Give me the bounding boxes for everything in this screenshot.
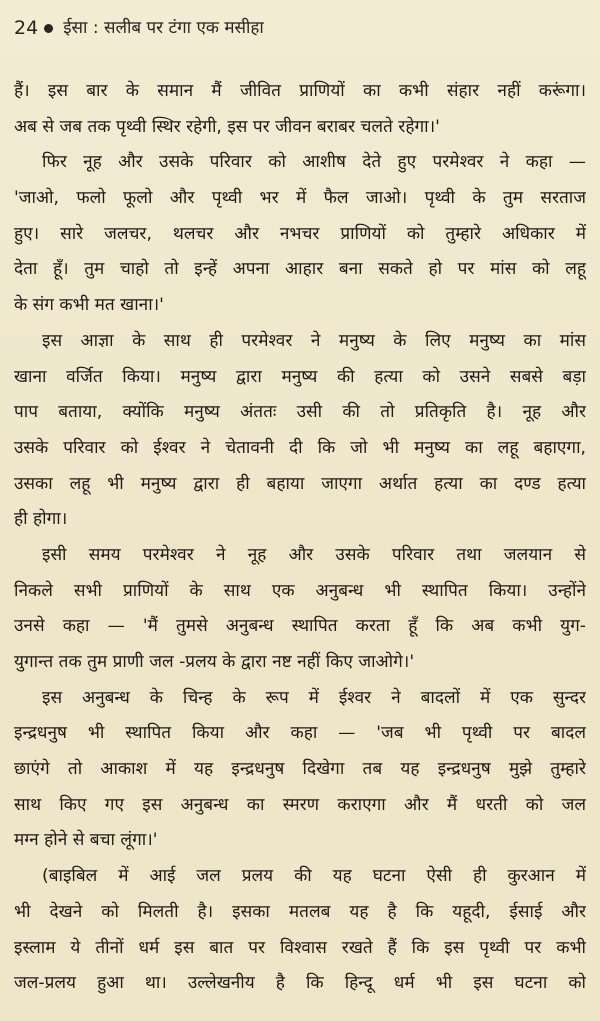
- text-line: अब से जब तक पृथ्वी स्थिर रहेगी, इस पर जीवन बराबर चलते रहेगा।': [14, 116, 440, 137]
- text-line: जल-प्रलय हुआ था। उल्लेखनीय है कि हिन्दू धर्म भी इस घटना को: [14, 973, 586, 994]
- text-line: इस्लाम ये तीनों धर्म इस बात पर विश्वास रखते हैं कि इस पृथ्वी पर कभी: [14, 937, 586, 958]
- text-line: 'जाओ, फलो फूलो और पृथ्वी भर में फैल जाओ। पृथ्वी के तुम सरताज: [14, 188, 586, 209]
- text-line: उसका लहू भी मनुष्य द्वारा ही बहाया जाएगा अर्थात हत्या का दण्ड हत्या: [14, 473, 586, 494]
- text-line: युगान्त तक तुम प्राणी जल -प्रलय के द्वारा नष्ट नहीं किए जाओगे।': [14, 652, 415, 672]
- text-line: ही होगा।: [14, 509, 68, 530]
- text-line: इन्द्रधनुष भी स्थापित किया और कहा — 'जब भी पृथ्वी पर बादल: [14, 723, 586, 744]
- text-line: मग्न होने से बचा लूंगा।': [14, 830, 158, 851]
- text-line: इस आज्ञा के साथ ही परमेश्वर ने मनुष्य के लिए मनुष्य का मांस: [42, 330, 586, 351]
- text-line: इसी समय परमेश्वर ने नूह और उसके परिवार तथा जलयान से: [42, 544, 586, 565]
- text-line: छाएंगे तो आकाश में यह इन्द्रधनुष दिखेगा तब यह इन्द्रधनुष मुझे तुम्हारे: [14, 759, 586, 780]
- body-text: [14, 74, 586, 1002]
- text-line: फिर नूह और उसके परिवार को आशीष देते हुए परमेश्वर ने कहा —: [42, 152, 586, 173]
- text-line: (बाइबिल में आई जल प्रलय की यह घटना ऐसी ही कुरआन में: [42, 866, 586, 887]
- text-line: निकले सभी प्राणियों के साथ एक अनुबन्ध भी स्थापित किया। उन्होंने: [14, 580, 586, 601]
- text-line: हैं। इस बार के समान मैं जीवित प्राणियों का कभी संहार नहीं करूंगा।: [14, 81, 586, 101]
- text-line: हुए। सारे जलचर, थलचर और नभचर प्राणियों को तुम्हारे अधिकार में: [14, 223, 586, 244]
- text-line: उसके परिवार को ईश्वर ने चेतावनी दी कि जो भी मनुष्य का लहू बहाएगा,: [14, 437, 586, 458]
- page-number: 24: [14, 17, 39, 39]
- running-header: [14, 14, 586, 42]
- book-title: ईसा : सलीब पर टंगा एक मसीहा: [63, 18, 264, 38]
- bullet-dot-icon: [44, 24, 53, 33]
- text-line: भी देखने को मिलती है। इसका मतलब यह है कि यहूदी, ईसाई और: [14, 901, 586, 922]
- text-line: इस अनुबन्ध के चिन्ह के रूप में ईश्वर ने बादलों में एक सुन्दर: [42, 687, 586, 708]
- text-line: खाना वर्जित किया। मनुष्य द्वारा मनुष्य की हत्या को उसने सबसे बड़ा: [14, 366, 586, 387]
- text-line: पाप बताया, क्योंकि मनुष्य अंततः उसी की तो प्रतिकृति है। नूह और: [14, 402, 586, 423]
- text-line: देता हूँ। तुम चाहो तो इन्हें अपना आहार बना सकते हो पर मांस को लहू: [14, 259, 586, 280]
- text-line: उनसे कहा — 'मैं तुमसे अनुबन्ध स्थापित करता हूँ कि अब कभी युग-: [14, 616, 586, 637]
- text-line: साथ किए गए इस अनुबन्ध का स्मरण कराएगा और मैं धरती को जल: [14, 794, 586, 815]
- text-line: के संग कभी मत खाना।': [14, 295, 164, 316]
